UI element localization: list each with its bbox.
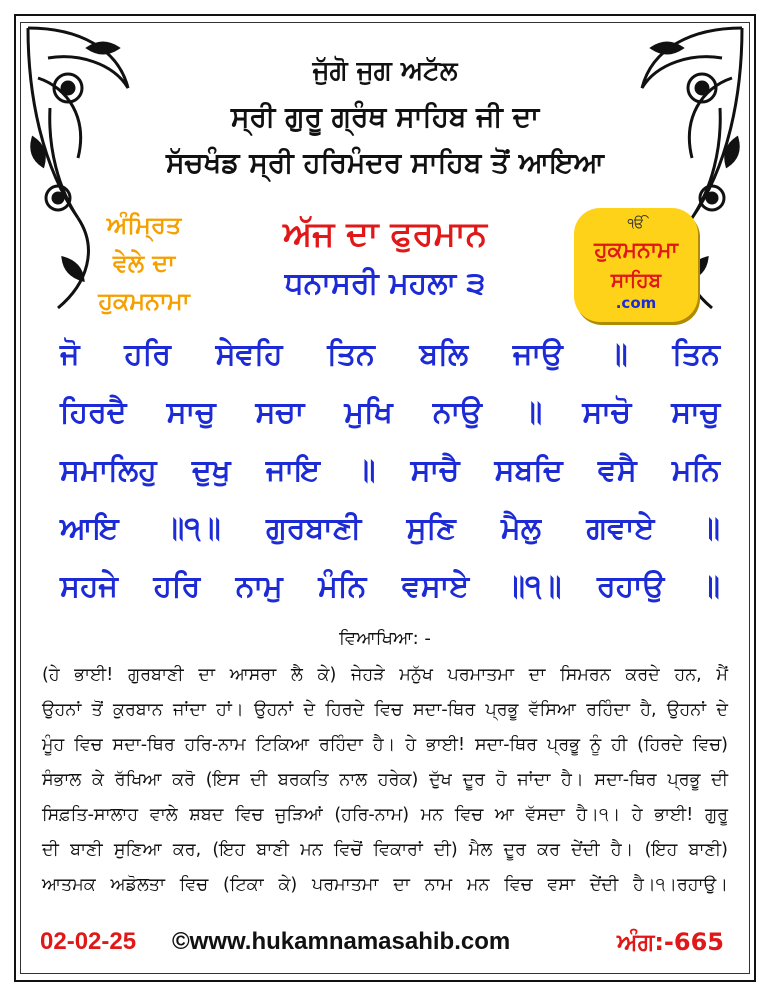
logo-text-line-1: ਹੁਕਮਨਾਮਾ [594,238,678,263]
logo-text-line-3: .com [615,294,657,312]
ik-onkar-icon: ੴ [627,216,645,232]
header-line-1: ਜੁੱਗੋ ਜੁਗ ਅਟੱਲ [312,56,458,86]
header-line-3: ਸੱਚਖੰਡ ਸ੍ਰੀ ਹਰਿਮੰਦਰ ਸਾਹਿਬ ਤੋਂ ਆਇਆ [165,146,605,179]
hukamnama-date: 02-02-25 [40,928,137,955]
vyakhya-line: ਆਤਮਕ ਅਡੋਲਤਾ ਵਿਚ (ਟਿਕਾ ਕੇ) ਪਰਮਾਤਮਾ ਦਾ ਨਾਮ ਮਨ ਵਿਚ ਵਸਾ ਦੇਂਦੀ ਹੈ।੧।ਰਹਾਉ। [42,875,728,895]
vyakhya-line: ਮੂੰਹ ਵਿਚ ਸਦਾ-ਥਿਰ ਹਰਿ-ਨਾਮ ਟਿਕਿਆ ਰਹਿੰਦਾ ਹੈ। ਹੇ ਭਾਈ! ਸਦਾ-ਥਿਰ ਪ੍ਰਭੂ ਨੂੰ ਹੀ (ਹਿਰਦੇ ਵਿਚ) [42,735,728,755]
shabad-line: ਸਹਜੇ ਹਰਿ ਨਾਮੁ ਮੰਨਿ ਵਸਾਏ ॥੧॥ ਰਹਾਉ ॥ [60,569,720,604]
header-line-2: ਸ੍ਰੀ ਗੁਰੂ ਗ੍ਰੰਥ ਸਾਹਿਬ ਜੀ ਦਾ [230,100,540,133]
vyakhya-heading: ਵਿਆਖਿਆ: - [339,628,431,649]
page-title: ਅੱਜ ਦਾ ਫੁਰਮਾਨ [283,214,487,254]
ang-number: ਅੰਗ:-665 [616,928,724,956]
shabad-line: ਆਇ ॥੧॥ ਗੁਰਬਾਣੀ ਸੁਣਿ ਮੈਲੁ ਗਵਾਏ ॥ [60,511,720,546]
vyakhya-line: ਸੰਭਾਲ ਕੇ ਰੱਖਿਆ ਕਰੋ (ਇਸ ਦੀ ਬਰਕਤਿ ਨਾਲ ਹਰੇਕ) ਦੁੱਖ ਦੂਰ ਹੋ ਜਾਂਦਾ ਹੈ। ਸਦਾ-ਥਿਰ ਪ੍ਰਭੂ ਦੀ [42,770,728,790]
amrit-vele-line-3: ਹੁਕਮਨਾਮਾ [98,287,190,315]
shabad-text [60,326,720,616]
shabad-line: ਹਿਰਦੈ ਸਾਚੁ ਸਚਾ ਮੁਖਿ ਨਾਉ ॥ ਸਾਚੋ ਸਾਚੁ [60,395,720,430]
amrit-vele-line-2: ਵੇਲੇ ਦਾ [112,249,176,277]
vyakhya-text [42,658,728,903]
vyakhya-line: ਸਿਫ਼ਤਿ-ਸਾਲਾਹ ਵਾਲੇ ਸ਼ਬਦ ਵਿਚ ਜੁੜਿਆਂ (ਹਰਿ-ਨਾਮ) ਮਨ ਵਿਚ ਆ ਵੱਸਦਾ ਹੈ।੧। ਹੇ ਭਾਈ! ਗੁਰੂ [42,805,728,825]
footer [40,928,730,962]
vyakhya-line: (ਹੇ ਭਾਈ! ਗੁਰਬਾਣੀ ਦਾ ਆਸਰਾ ਲੈ ਕੇ) ਜੇਹੜੇ ਮਨੁੱਖ ਪਰਮਾਤਮਾ ਦਾ ਸਿਮਰਨ ਕਰਦੇ ਹਨ, ਮੈਂ [42,665,728,685]
website-link[interactable]: ©www.hukamnamasahib.com [172,928,511,955]
raag-heading: ਧਨਾਸਰੀ ਮਹਲਾ ੩ [284,266,486,301]
shabad-line: ਸਮਾਲਿਹੁ ਦੁਖੁ ਜਾਇ ॥ ਸਾਚੈ ਸਬਦਿ ਵਸੈ ਮਨਿ [60,453,720,488]
hukamnama-sahib-logo [574,208,698,322]
amrit-vele-line-1: ਅੰਮ੍ਰਿਤ [106,211,182,239]
vyakhya-line: ਉਹਨਾਂ ਤੋਂ ਕੁਰਬਾਨ ਜਾਂਦਾ ਹਾਂ। ਉਹਨਾਂ ਦੇ ਹਿਰਦੇ ਵਿਚ ਸਦਾ-ਥਿਰ ਪ੍ਰਭੂ ਵੱਸਿਆ ਰਹਿੰਦਾ ਹੈ, ਉਹਨਾਂ ਦੇ [42,700,728,720]
vyakhya-line: ਦੀ ਬਾਣੀ ਸੁਣਿਆ ਕਰ, (ਇਹ ਬਾਣੀ ਮਨ ਵਿਚੋਂ ਵਿਕਾਰਾਂ ਦੀ) ਮੈਲ ਦੂਰ ਕਰ ਦੇਂਦੀ ਹੈ। (ਇਹ ਬਾਣੀ) [42,840,728,860]
logo-text-line-2: ਸਾਹਿਬ [610,268,662,292]
shabad-line: ਜੋ ਹਰਿ ਸੇਵਹਿ ਤਿਨ ਬਲਿ ਜਾਉ ॥ ਤਿਨ [60,337,720,372]
